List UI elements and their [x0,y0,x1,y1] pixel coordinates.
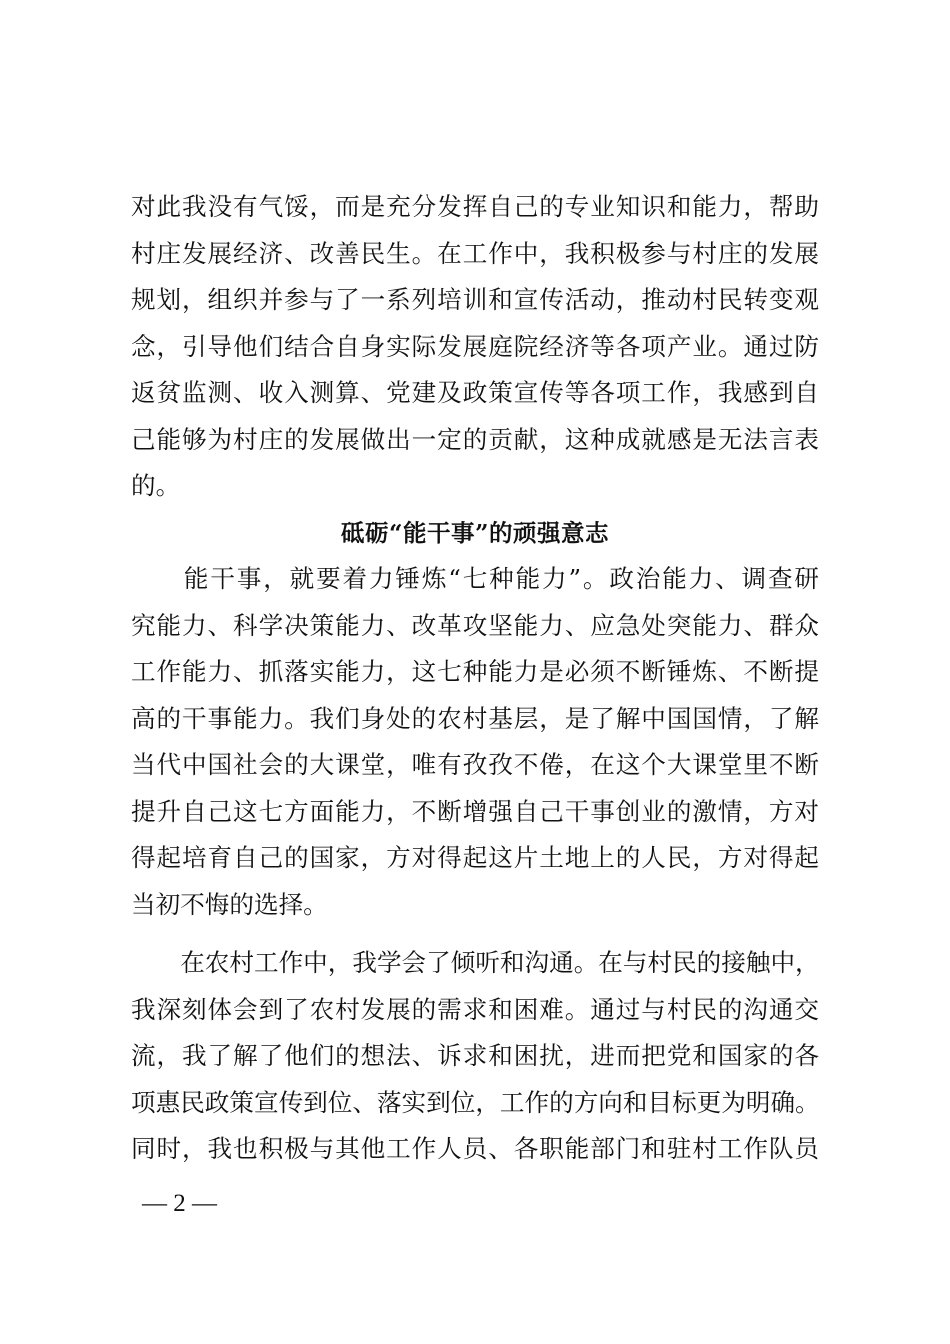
text-line: 规划，组织并参与了一系列培训和宣传活动，推动村民转变观 [131,285,819,314]
text-line: 当代中国社会的大课堂，唯有孜孜不倦，在这个大课堂里不断 [131,750,819,779]
text-line: 提升自己这七方面能力，不断增强自己干事创业的激情，方对 [131,796,819,826]
text-line: 得起培育自己的国家，方对得起这片土地上的人民，方对得起 [131,843,819,872]
text-line: 项惠民政策宣传到位、落实到位，工作的方向和目标更为明确。 [131,1087,820,1117]
page-number: — 2 — [142,1190,217,1217]
text-line: 的。 [131,471,181,500]
section-heading: 砥砺“能干事”的顽强意志 [340,518,610,547]
text-line: 在农村工作中，我学会了倾听和沟通。在与村民的接触中， [131,948,820,977]
text-line: 对此我没有气馁，而是充分发挥自己的专业知识和能力，帮助 [131,192,819,221]
text-line: 村庄发展经济、改善民生。在工作中，我积极参与村庄的发展 [131,238,819,268]
text-line: 当初不悔的选择。 [131,889,328,919]
text-line: 流，我了解了他们的想法、诉求和困扰，进而把党和国家的各 [131,1041,819,1070]
text-line: 念，引导他们结合自身实际发展庭院经济等各项产业。通过防 [131,331,819,361]
text-line: 返贫监测、收入测算、党建及政策宣传等各项工作，我感到自 [131,378,819,407]
text-line: 高的干事能力。我们身处的农村基层，是了解中国国情，了解 [131,703,819,733]
text-line: 工作能力、抓落实能力，这七种能力是必须不断锤炼、不断提 [131,657,819,686]
text-line: 我深刻体会到了农村发展的需求和困难。通过与村民的沟通交 [131,994,819,1024]
text-line: 己能够为村庄的发展做出一定的贡献，这种成就感是无法言表 [131,424,819,454]
text-line: 究能力、科学决策能力、改革攻坚能力、应急处突能力、群众 [131,610,819,640]
text-line: 能干事，就要着力锤炼“七种能力”。政治能力、调查研 [131,564,819,593]
body-text [131,184,819,1173]
text-line: 同时，我也积极与其他工作人员、各职能部门和驻村工作队员 [131,1134,819,1163]
